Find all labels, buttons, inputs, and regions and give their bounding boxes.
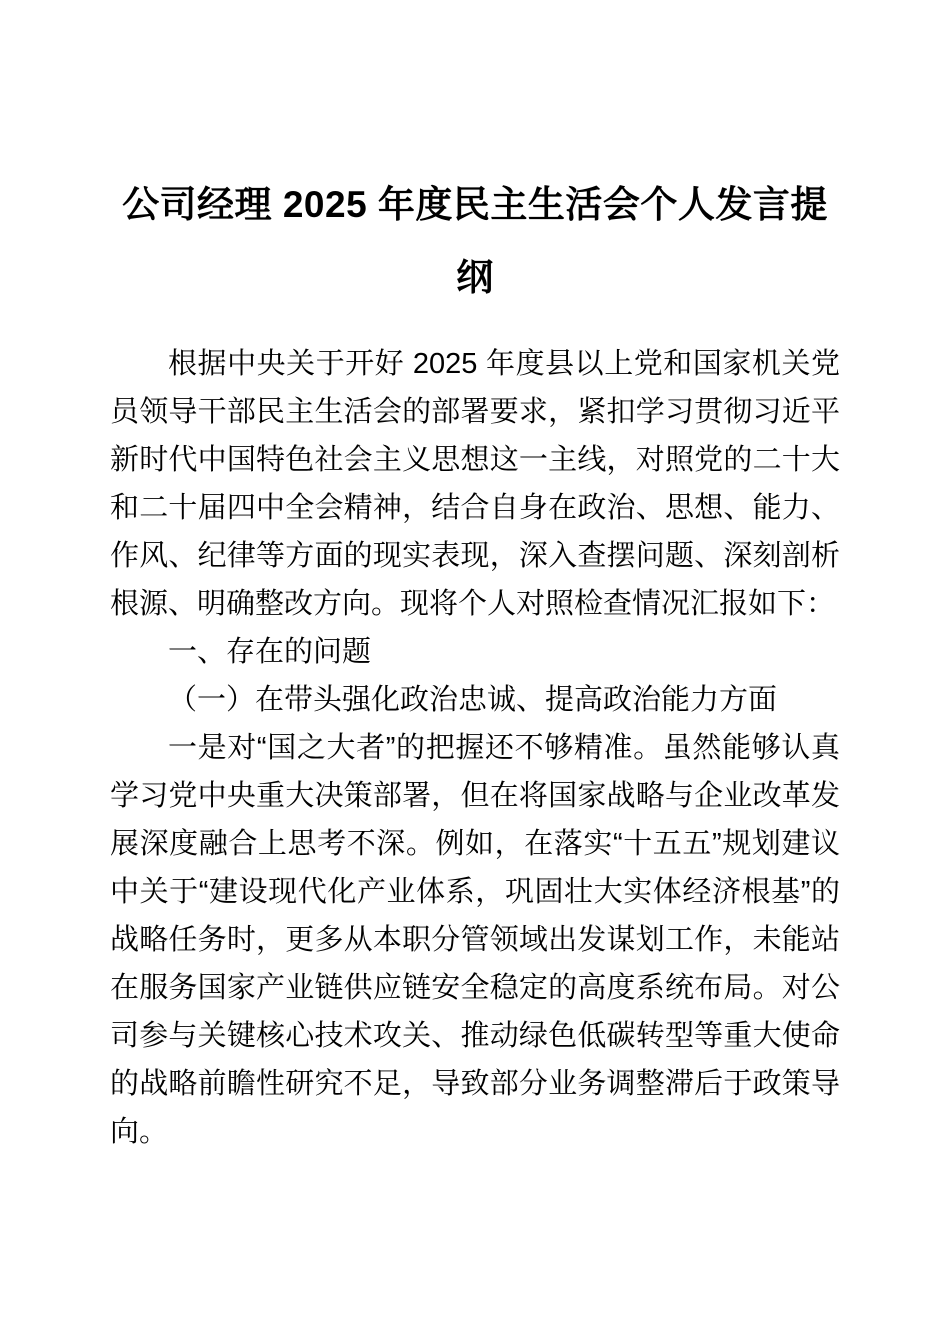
page-title: 公司经理 2025 年度民主生活会个人发言提纲: [122, 184, 828, 298]
opening-paragraph: 根据中央关于开好 2025 年度县以上党和国家机关党员领导干部民主生活会的部署要求，紧扣学习贯彻习近平新时代中国特色社会主义思想这一主线，对照党的二十大和二十届四中全会精神，结合自身在政治、思想、能力、作风、纪律等方面的现实表现，深入查摆问题、深刻剖析根源、明确整改方向。现将个人对照检查情况汇报如下：: [110, 348, 840, 620]
section-heading-existing-problems: 一、存在的问题: [168, 636, 372, 668]
document-content-column: [110, 0, 840, 1156]
document-body: [110, 340, 840, 1156]
problem-item-one: 一是对“国之大者”的把握还不够精准。虽然能够认真学习党中央重大决策部署，但在将国家战略与企业改革发展深度融合上思考不深。例如，在落实“十五五”规划建议中关于“建设现代化产业体系，巩固壮大实体经济根基”的战略任务时，更多从本职分管领域出发谋划工作，未能站在服务国家产业链供应链安全稳定的高度系统布局。对公司参与关键核心技术攻关、推动绿色低碳转型等重大使命的战略前瞻性研究不足，导致部分业务调整滞后于政策导向。: [110, 732, 840, 1148]
subsection-heading-political-loyalty: （一）在带头强化政治忠诚、提高政治能力方面: [168, 684, 778, 716]
